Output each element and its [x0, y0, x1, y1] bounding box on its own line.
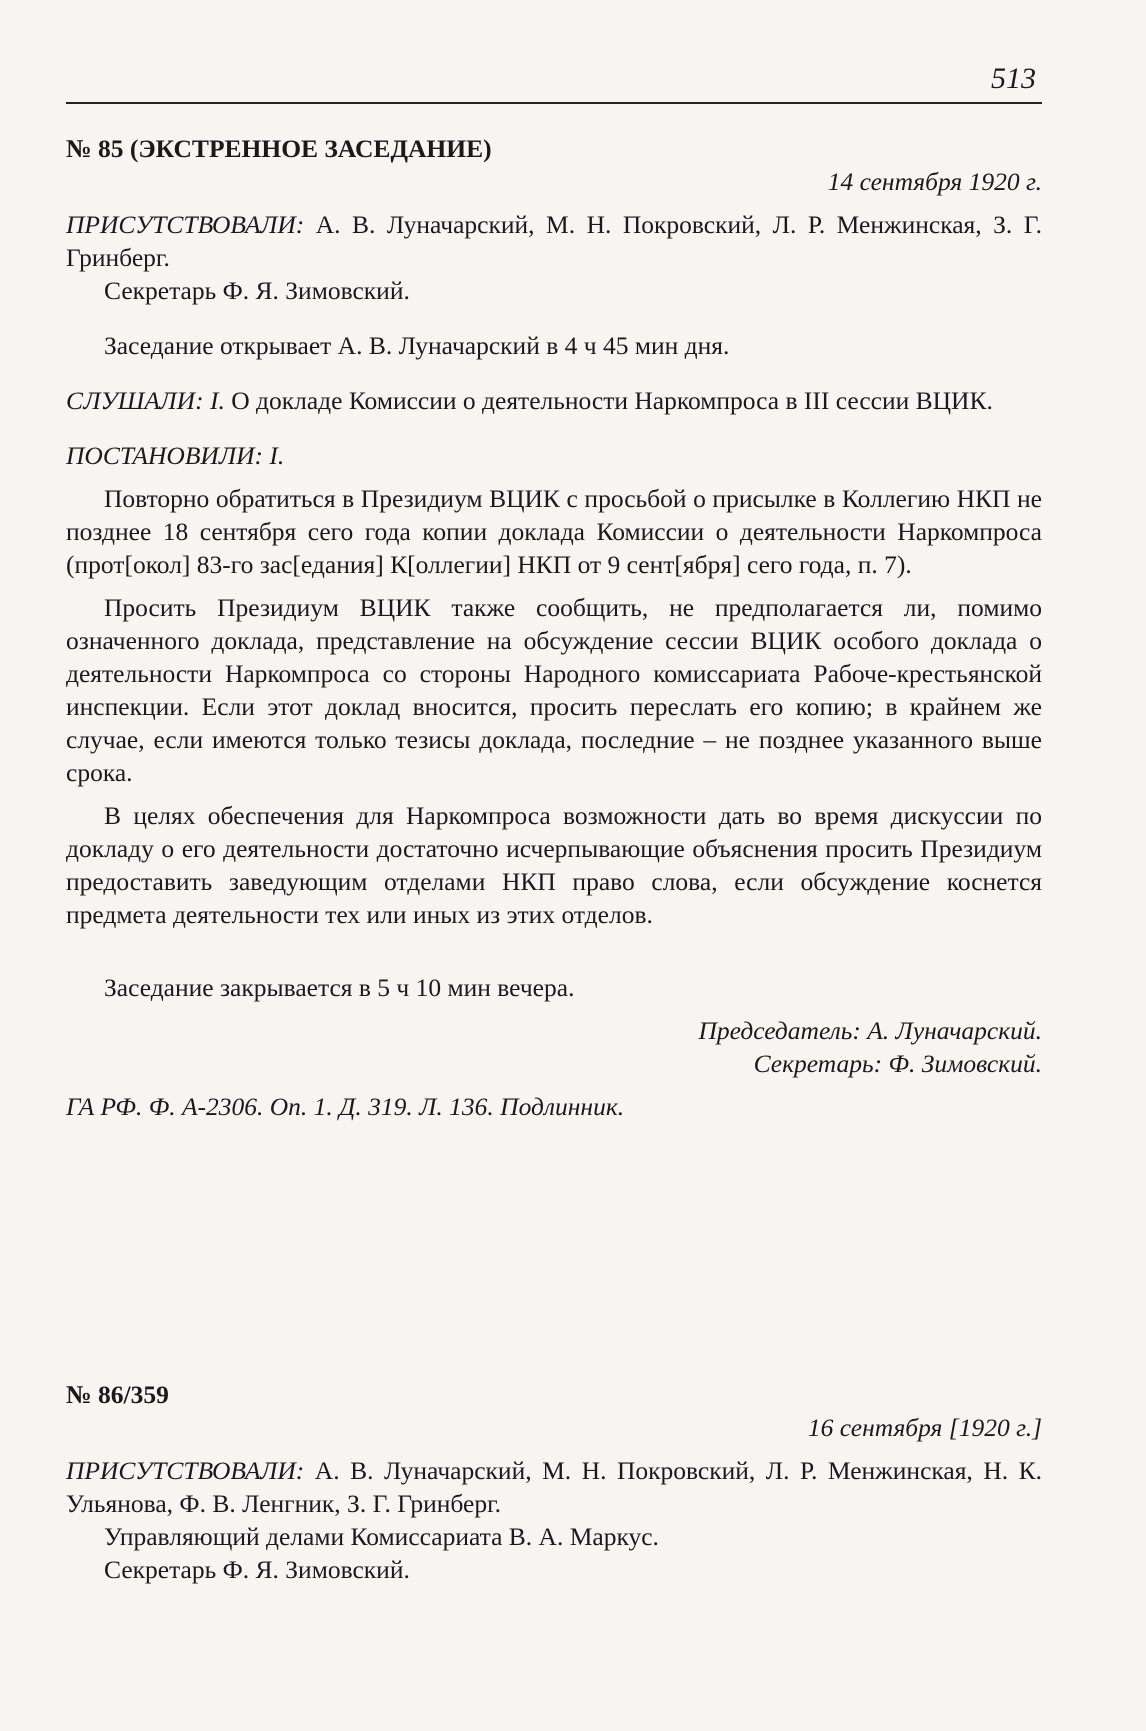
doc85-paragraph-1: Повторно обратиться в Президиум ВЦИК с просьбой о присылке в Коллегию НКП не позднее 18 сентября сего года копии доклада Комиссии о деятельности Наркомпроса (прот[окол] 83-го зас[едания] К[оллегии] НКП от 9 сент[ября] сего года, п. 7). [66, 484, 1042, 579]
doc86-present-text: А. В. Луначарский, М. Н. Покровский, Л. Р. Менжинская, Н. К. Ульянова, Ф. В. Ленгник, З. Г. Гринберг. [66, 1456, 1043, 1518]
doc85-paragraph-3: В целях обеспечения для Наркомпроса возможности дать во время дискуссии по докладу о его деятельности достаточно исчерпывающие объяснения просить Президиум предоставить заведующим отделами НКП право слова, если обсуждение коснется предмета деятельности тех или иных из этих отделов. [66, 801, 1042, 929]
doc85-chairman-signature: Председатель: А. Луначарский. [698, 1016, 1042, 1045]
doc85-heard [66, 384, 1042, 417]
doc85-closing: Заседание закрывается в 5 ч 10 мин вечера. [104, 973, 575, 1002]
doc85-resolved-label: ПОСТАНОВИЛИ: I. [66, 441, 285, 470]
doc85-paragraph-2: Просить Президиум ВЦИК также сообщить, не предполагается ли, помимо означенного доклада, представление на обсуждение сессии ВЦИК особого доклада о деятельности Наркомпроса со стороны Народного комиссариата Рабоче-крестьянской инспекции. Если этот доклад вносится, просить переслать его копию; в крайнем же случае, если имеются только тезисы доклада, последние – не позднее указанного выше срока. [66, 593, 1042, 787]
page-number: 513 [991, 62, 1036, 95]
doc85-title: № 85 (ЭКСТРЕННОЕ ЗАСЕДАНИЕ) [66, 134, 492, 163]
document-86 [66, 1378, 1042, 1586]
doc86-manager: Управляющий делами Комиссариата В. А. Маркус. [104, 1522, 659, 1551]
doc86-date: 16 сентября [1920 г.] [807, 1413, 1042, 1442]
document-85 [66, 132, 1042, 1123]
doc85-present [66, 208, 1042, 274]
doc85-present-label: ПРИСУТСТВОВАЛИ: [66, 210, 305, 239]
running-header [66, 56, 1042, 100]
doc86-title: № 86/359 [66, 1380, 169, 1409]
doc86-present-label: ПРИСУТСТВОВАЛИ: [66, 1456, 305, 1485]
doc86-secretary: Секретарь Ф. Я. Зимовский. [104, 1555, 410, 1584]
doc85-date: 14 сентября 1920 г. [827, 167, 1042, 196]
doc85-heard-label: СЛУШАЛИ: I. [66, 386, 225, 415]
header-rule [66, 102, 1042, 104]
doc86-present [66, 1454, 1042, 1520]
doc85-secretary: Секретарь Ф. Я. Зимовский. [104, 276, 410, 305]
doc85-archive-reference: ГА РФ. Ф. А-2306. Оп. 1. Д. 319. Л. 136. Подлинник. [66, 1092, 625, 1121]
doc85-secretary-signature: Секретарь: Ф. Зимовский. [753, 1049, 1042, 1078]
doc85-heard-text: О докладе Комиссии о деятельности Наркомпроса в III сессии ВЦИК. [231, 386, 993, 415]
doc85-present-text: А. В. Луначарский, М. Н. Покровский, Л. Р. Менжинская, З. Г. Гринберг. [66, 210, 1043, 272]
doc85-opening: Заседание открывает А. В. Луначарский в 4 ч 45 мин дня. [104, 331, 730, 360]
